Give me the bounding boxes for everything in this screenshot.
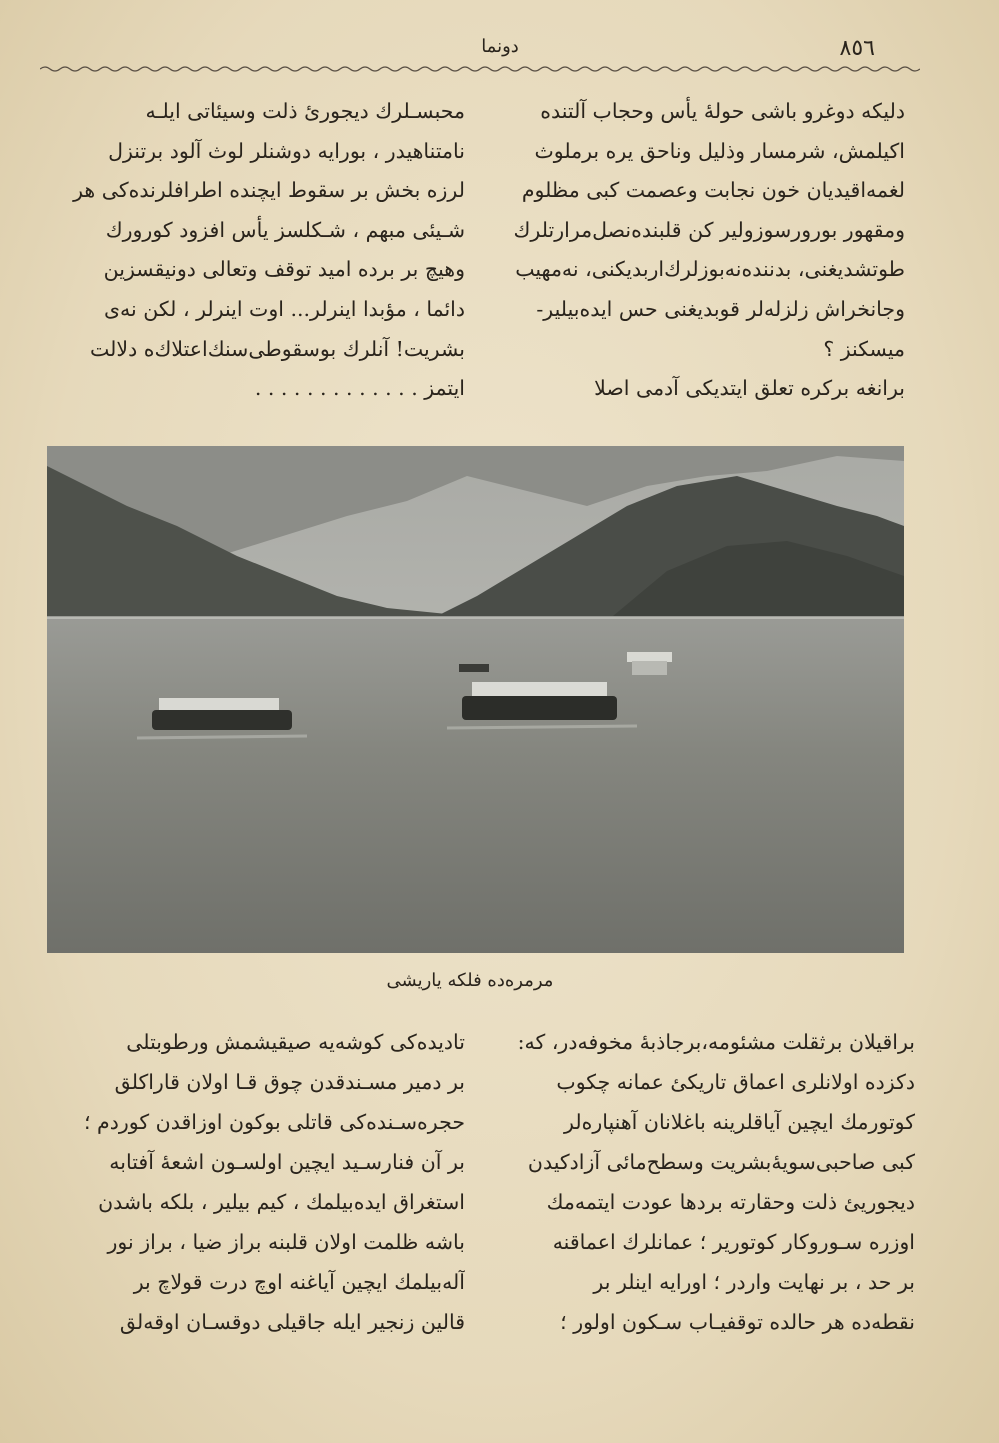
boat-left (152, 698, 292, 730)
text-line: دليكه دوغرو باشى حوله‌ٔ يأس وحجاب آلتنده (540, 99, 905, 123)
text-line: آله‌بيلمك ايچين آياغنه اوچ درت قولاچ بر (133, 1270, 465, 1294)
text-line: دكزده اولانلرى اعماق تاريكئ عمانه چكوب (556, 1070, 915, 1094)
boat-center (462, 682, 617, 720)
photo-caption: مرمره‌ده فلكه ياريشى (386, 970, 554, 991)
text-line: ومقهور بورورسوزولير كن قلبنده‌نصل‌مرارتلرك (513, 217, 905, 242)
text-line: لغمه‌اقيديان خون نجابت وعصمت كبى مظلوم (521, 178, 905, 203)
text-line: ديجوريئ ذلت وحقارته بردها عودت ايتمه‌مك (546, 1190, 915, 1214)
text-line: وجانخراش زلزله‌لر قوبديغنى حس ايده‌بيلير- (536, 296, 905, 321)
text-line: براقيلان برثقلت مشئومه،برجاذبهٔ مخوفه‌در، كه: (517, 1030, 915, 1054)
text-line: حجره‌سـنده‌كى قاتلى بوكون اوزاقدن كوردم ؛ (84, 1110, 465, 1134)
text-line: ايتمز . . . . . . . . . . . . . (254, 376, 465, 401)
running-title: دونما (481, 36, 519, 57)
page-number: ٨٥٦ (839, 36, 875, 61)
text-line: بر حد ، بر نهايت واردر ؛ اورايه اينلر بر (593, 1270, 915, 1294)
text-line: نامتناهيدر ، بورايه دوشنلر لوث آلود برتنزل (108, 138, 465, 163)
text-line: باشه ظلمت اولان قلبنه براز ضيا ، براز نور (107, 1230, 465, 1254)
text-line: دائما ، مؤبدا اينرلر... اوت اينرلر ، لكن نه‌ى (104, 296, 465, 321)
text-line: كبى صاحبى‌سويهٔ‌بشريت وسطح‌مائى آزادكيدن (527, 1150, 915, 1174)
header-rule (40, 64, 920, 74)
text-line: نقطه‌ده هر حالده توقفيـاب سـكون اولور ؛ (560, 1310, 915, 1334)
rowing-race-photo (47, 446, 904, 953)
text-line: شـيئى مبهم ، شـكلسز يأس افزود كورورك (105, 217, 465, 242)
text-line: بشريت! آنلرك بوسقوطى‌سنك‌اعتلاك‌ه دلالت (90, 336, 465, 361)
text-column-bottom-left (45, 1022, 465, 1342)
text-line: بر دمير مسـندقدن چوق قـا اولان قاراكلق (114, 1070, 465, 1094)
text-line: محبسـلرك ديجورئ ذلت وسيئاتى ايلـه (145, 99, 465, 123)
text-line: برانغه بركره تعلق ايتديكى آدمى اصلا (594, 376, 905, 401)
text-line: قالين زنجير ايله جاقيلى دوقسـان اوقه‌لق (119, 1310, 465, 1334)
text-line: كوتورمك ايچين آياقلرينه باغلانان آهنپاره‌لر (564, 1110, 915, 1134)
page-header (40, 30, 920, 80)
text-line: وهيچ بر برده اميد توقف وتعالى دونيقسزين (103, 257, 465, 282)
text-line: تاديده‌كى كوشه‌يه صيقيشمش ورطوبتلى (126, 1030, 465, 1054)
text-line: بر آن فنارسـيد ايچين اولسـون اشعهٔ آفتابه (109, 1150, 465, 1174)
text-line: اكيلمش، شرمسار وذليل وناحق يره‌ برملوث (534, 138, 905, 163)
text-line: استغراق ايده‌بيلمك ، كيم بيلير ، بلكه باشدن (98, 1190, 465, 1214)
text-column-top-right (500, 92, 905, 409)
text-line: طوتشديغنى، بدننده‌نه‌بوزلرك‌اربديكنى، نه‌مهيب (515, 257, 905, 282)
text-line: اوزره سـوروكار كوتورير ؛ عمانلرك اعماقنه (552, 1230, 915, 1254)
text-column-top-left (45, 92, 465, 409)
text-line: ميسكنز ؟ (823, 336, 905, 361)
text-line: لرزه بخش بر سقوط ايچنده اطرافلرنده‌كى هر (73, 178, 465, 203)
text-column-bottom-right (500, 1022, 915, 1342)
